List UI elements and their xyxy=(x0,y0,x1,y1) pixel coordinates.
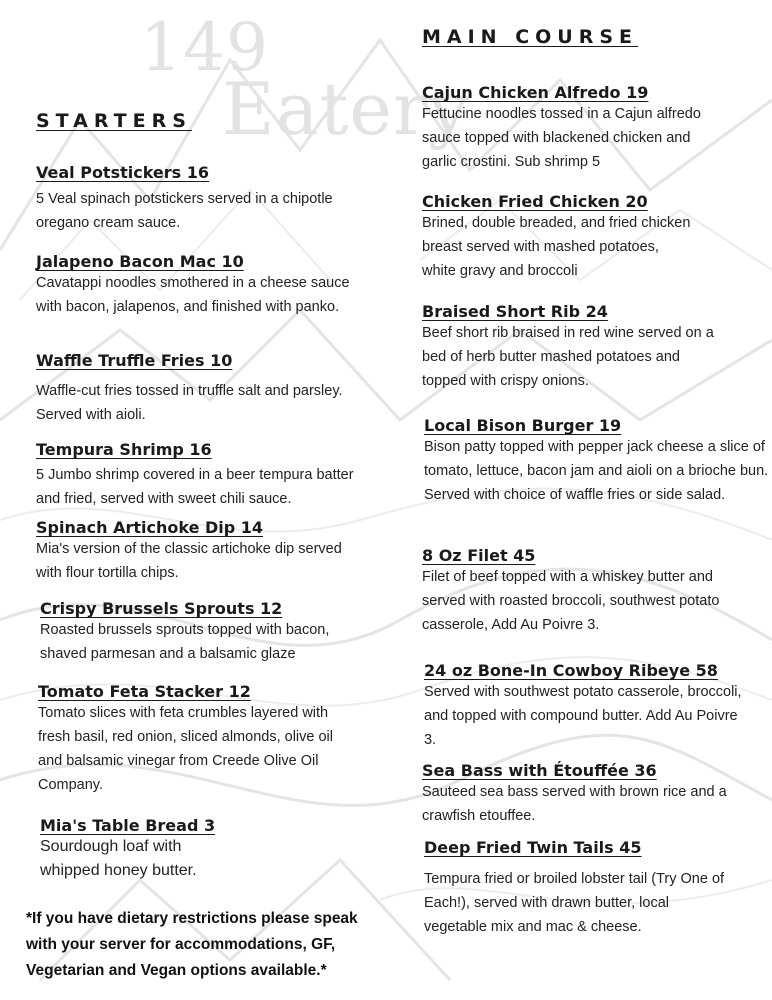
menu-item xyxy=(40,816,240,883)
item-description: Fettucine noodles tossed in a Cajun alfredo sauce topped with blackened chicken and garlic crostini. Sub shrimp 5 xyxy=(422,106,701,170)
item-name: Deep Fried Twin Tails 45 xyxy=(424,838,642,857)
menu-item xyxy=(36,252,371,319)
menu-item xyxy=(38,682,358,797)
item-name: 8 Oz Filet 45 xyxy=(422,546,536,565)
logo-number: 149 xyxy=(140,9,269,86)
item-name: Waffle Truffle Fries 10 xyxy=(36,351,233,370)
item-description: Tomato slices with feta crumbles layered with fresh basil, red onion, sliced almonds, olive oil and balsamic vinegar from Creede Olive Oil Company. xyxy=(38,705,333,793)
menu-item xyxy=(422,192,692,283)
menu-item xyxy=(40,599,375,666)
item-name: Tomato Feta Stacker 12 xyxy=(38,682,251,701)
item-description: Brined, double breaded, and fried chicken breast served with mashed potatoes, white gravy and broccoli xyxy=(422,215,691,279)
item-name: Veal Potstickers 16 xyxy=(36,163,210,182)
menu-item xyxy=(422,761,732,828)
item-name: Crispy Brussels Sprouts 12 xyxy=(40,599,283,618)
item-name: Chicken Fried Chicken 20 xyxy=(422,192,648,211)
menu-item xyxy=(424,416,769,507)
item-description: Tempura fried or broiled lobster tail (Try One of Each!), served with drawn butter, local vegetable mix and mac & cheese. xyxy=(424,871,725,935)
item-name: Local Bison Burger 19 xyxy=(424,416,622,435)
item-description: 5 Jumbo shrimp covered in a beer tempura batter and fried, served with sweet chili sauce. xyxy=(36,467,354,507)
menu-item xyxy=(422,546,732,637)
menu-item xyxy=(424,838,729,939)
menu-item xyxy=(422,83,722,174)
menu-item xyxy=(36,163,376,235)
item-name: Cajun Chicken Alfredo 19 xyxy=(422,83,649,102)
item-description: Mia's version of the classic artichoke dip served with flour tortilla chips. xyxy=(36,541,342,581)
item-description: Served with southwest potato casserole, broccoli, and topped with compound butter. Add Au Poivre 3. xyxy=(424,684,742,748)
menu-item xyxy=(36,351,366,427)
item-description: Waffle-cut fries tossed in truffle salt and parsley. Served with aioli. xyxy=(36,383,343,423)
menu-item xyxy=(36,518,366,585)
item-description: Beef short rib braised in red wine served on a bed of herb butter mashed potatoes and topped with crispy onions. xyxy=(422,325,714,389)
item-description: Roasted brussels sprouts topped with bacon, shaved parmesan and a balsamic glaze xyxy=(40,622,330,662)
dietary-note: *If you have dietary restrictions please speak with your server for accommodations, GF, Vegetarian and Vegan options available.* xyxy=(26,910,358,979)
item-name: Braised Short Rib 24 xyxy=(422,302,608,321)
item-name: Tempura Shrimp 16 xyxy=(36,440,212,459)
menu-item xyxy=(424,661,749,752)
item-description: Bison patty topped with pepper jack cheese a slice of tomato, lettuce, bacon jam and aioli on a brioche bun. Served with choice of waffle fries or side salad. xyxy=(424,439,769,503)
item-description: 5 Veal spinach potstickers served in a chipotle oregano cream sauce. xyxy=(36,191,333,231)
item-name: Jalapeno Bacon Mac 10 xyxy=(36,252,244,271)
item-name: Spinach Artichoke Dip 14 xyxy=(36,518,264,537)
item-name: Mia's Table Bread 3 xyxy=(40,816,216,835)
item-name: Sea Bass with Étouffée 36 xyxy=(422,761,657,780)
menu-item xyxy=(422,302,727,393)
item-name: 24 oz Bone-In Cowboy Ribeye 58 xyxy=(424,661,718,680)
item-description: Filet of beef topped with a whiskey butter and served with roasted broccoli, southwest potato casserole, Add Au Poivre 3. xyxy=(422,569,720,633)
main-course-heading: MAIN COURSE xyxy=(422,26,639,48)
item-description: Sourdough loaf with whipped honey butter. xyxy=(40,838,197,879)
starters-heading: STARTERS xyxy=(36,110,192,132)
menu-item xyxy=(36,440,381,511)
item-description: Cavatappi noodles smothered in a cheese sauce with bacon, jalapenos, and finished with panko. xyxy=(36,275,350,315)
item-description: Sauteed sea bass served with brown rice and a crawfish etouffee. xyxy=(422,784,727,824)
logo-word: Eatery xyxy=(222,67,471,152)
